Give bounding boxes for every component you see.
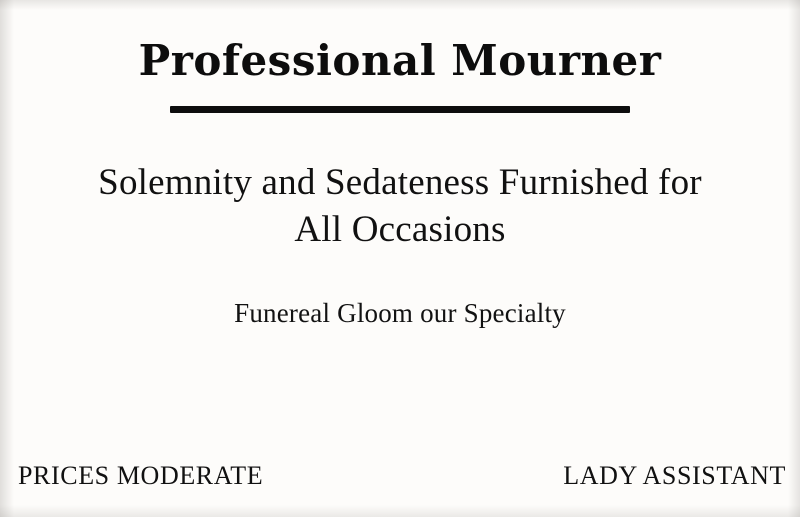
headline-text: Professional Mourner — [138, 36, 662, 85]
footer-row — [18, 461, 786, 491]
horizontal-rule-divider — [170, 106, 630, 113]
tagline-line-2: All Occasions — [294, 209, 506, 251]
footer-prices-moderate: PRICES MODERATE — [18, 461, 264, 490]
tagline-block — [0, 159, 800, 254]
specialty-line: Funereal Gloom our Specialty — [234, 297, 566, 328]
footer-lady-assistant: LADY ASSISTANT — [563, 461, 786, 490]
headline-title — [0, 0, 800, 85]
tagline-line-1: Solemnity and Sedateness Furnished for — [98, 162, 702, 203]
paper-edge-shading-bottom — [0, 505, 800, 517]
